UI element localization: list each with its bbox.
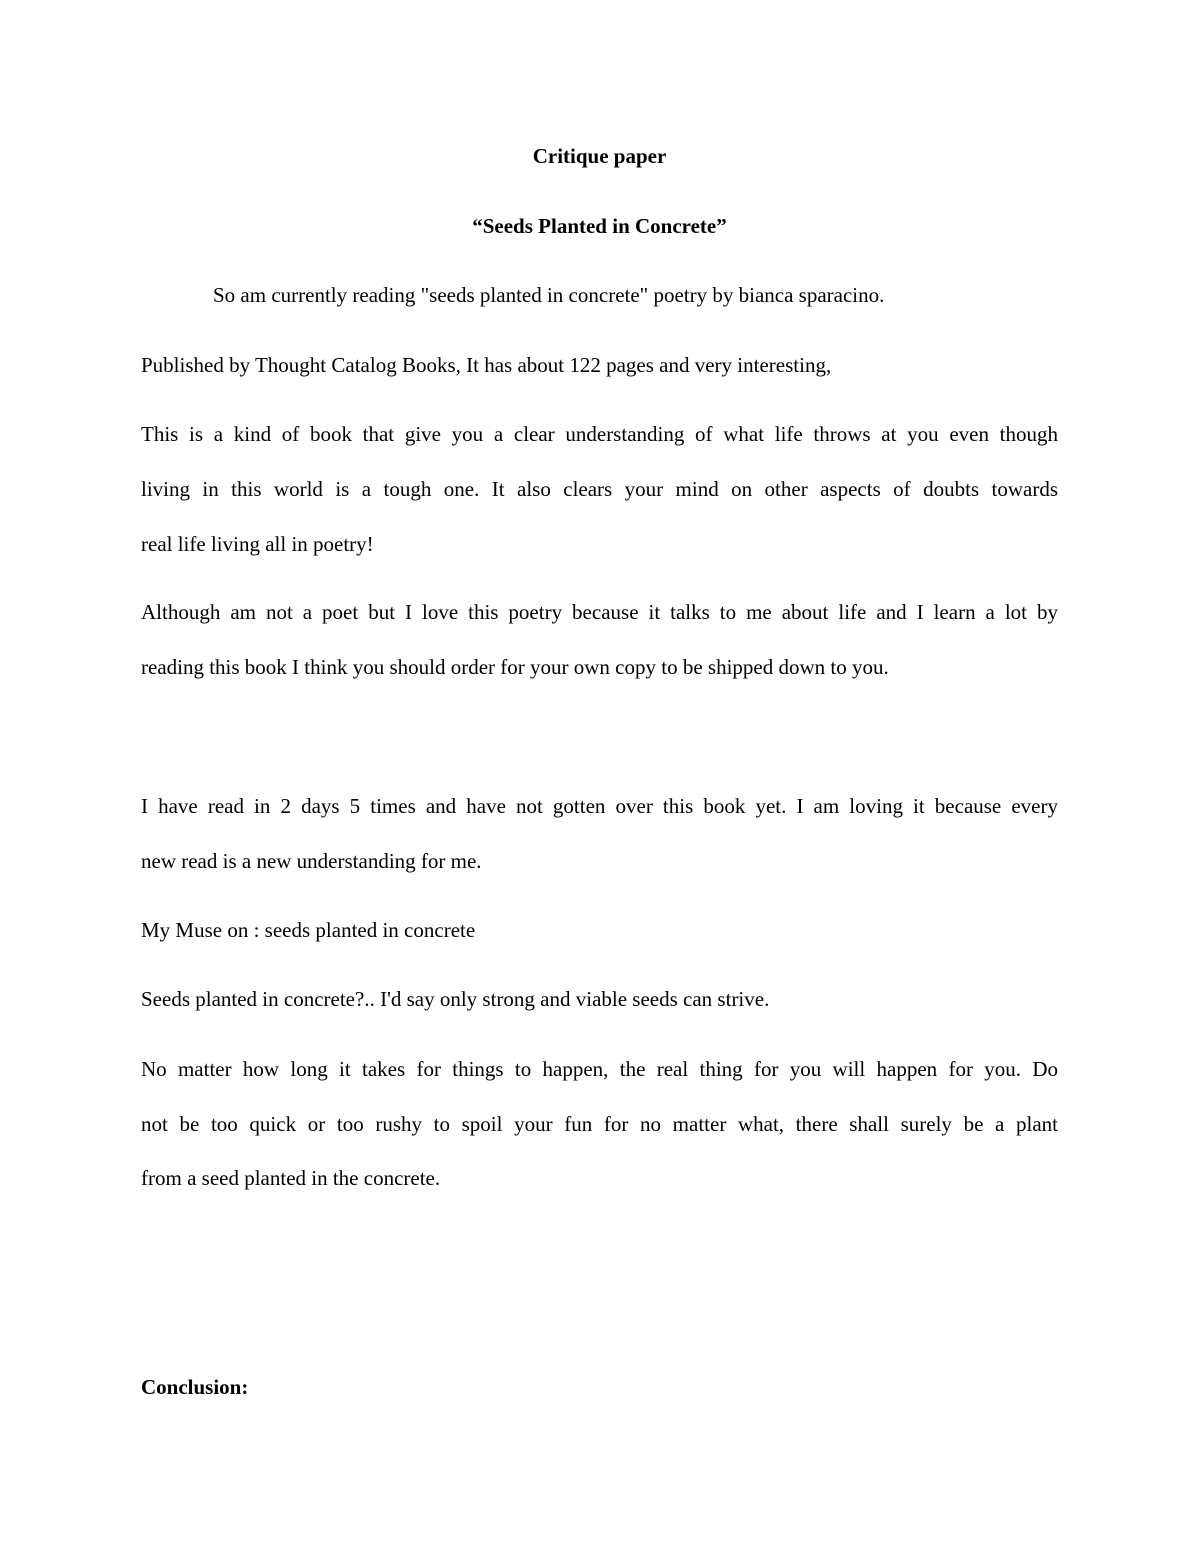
paragraph-line: Seeds planted in concrete?.. I'd say only strong and viable seeds can strive.	[141, 987, 770, 1011]
paragraph-line: living in this world is a tough one. It also clears your mind on other aspects of doubts towards	[141, 477, 1058, 501]
document-title: Critique paper	[532, 144, 667, 168]
paragraph-line: not be too quick or too rushy to spoil your fun for no matter what, there shall surely be a plant	[141, 1112, 1058, 1136]
paragraph-line: real life living all in poetry!	[141, 532, 374, 556]
paragraph-line: No matter how long it takes for things to happen, the real thing for you will happen for you. Do	[141, 1057, 1058, 1081]
paragraph-line: Published by Thought Catalog Books, It has about 122 pages and very interesting,	[141, 353, 832, 377]
paragraph-line: new read is a new understanding for me.	[141, 849, 482, 873]
paragraph-line: reading this book I think you should order for your own copy to be shipped down to you.	[141, 655, 889, 679]
paragraph-line: This is a kind of book that give you a clear understanding of what life throws at you even though	[141, 422, 1058, 446]
paragraph-line: from a seed planted in the concrete.	[141, 1166, 441, 1190]
paragraph-line: Although am not a poet but I love this poetry because it talks to me about life and I learn a lot by	[141, 600, 1058, 624]
paragraph-line: I have read in 2 days 5 times and have not gotten over this book yet. I am loving it because every	[141, 794, 1058, 818]
paragraph-line: So am currently reading "seeds planted in concrete" poetry by bianca sparacino.	[213, 283, 885, 307]
paragraph-line: My Muse on : seeds planted in concrete	[141, 918, 476, 942]
document-subtitle: “Seeds Planted in Concrete”	[472, 214, 727, 238]
conclusion-heading: Conclusion:	[141, 1375, 249, 1399]
